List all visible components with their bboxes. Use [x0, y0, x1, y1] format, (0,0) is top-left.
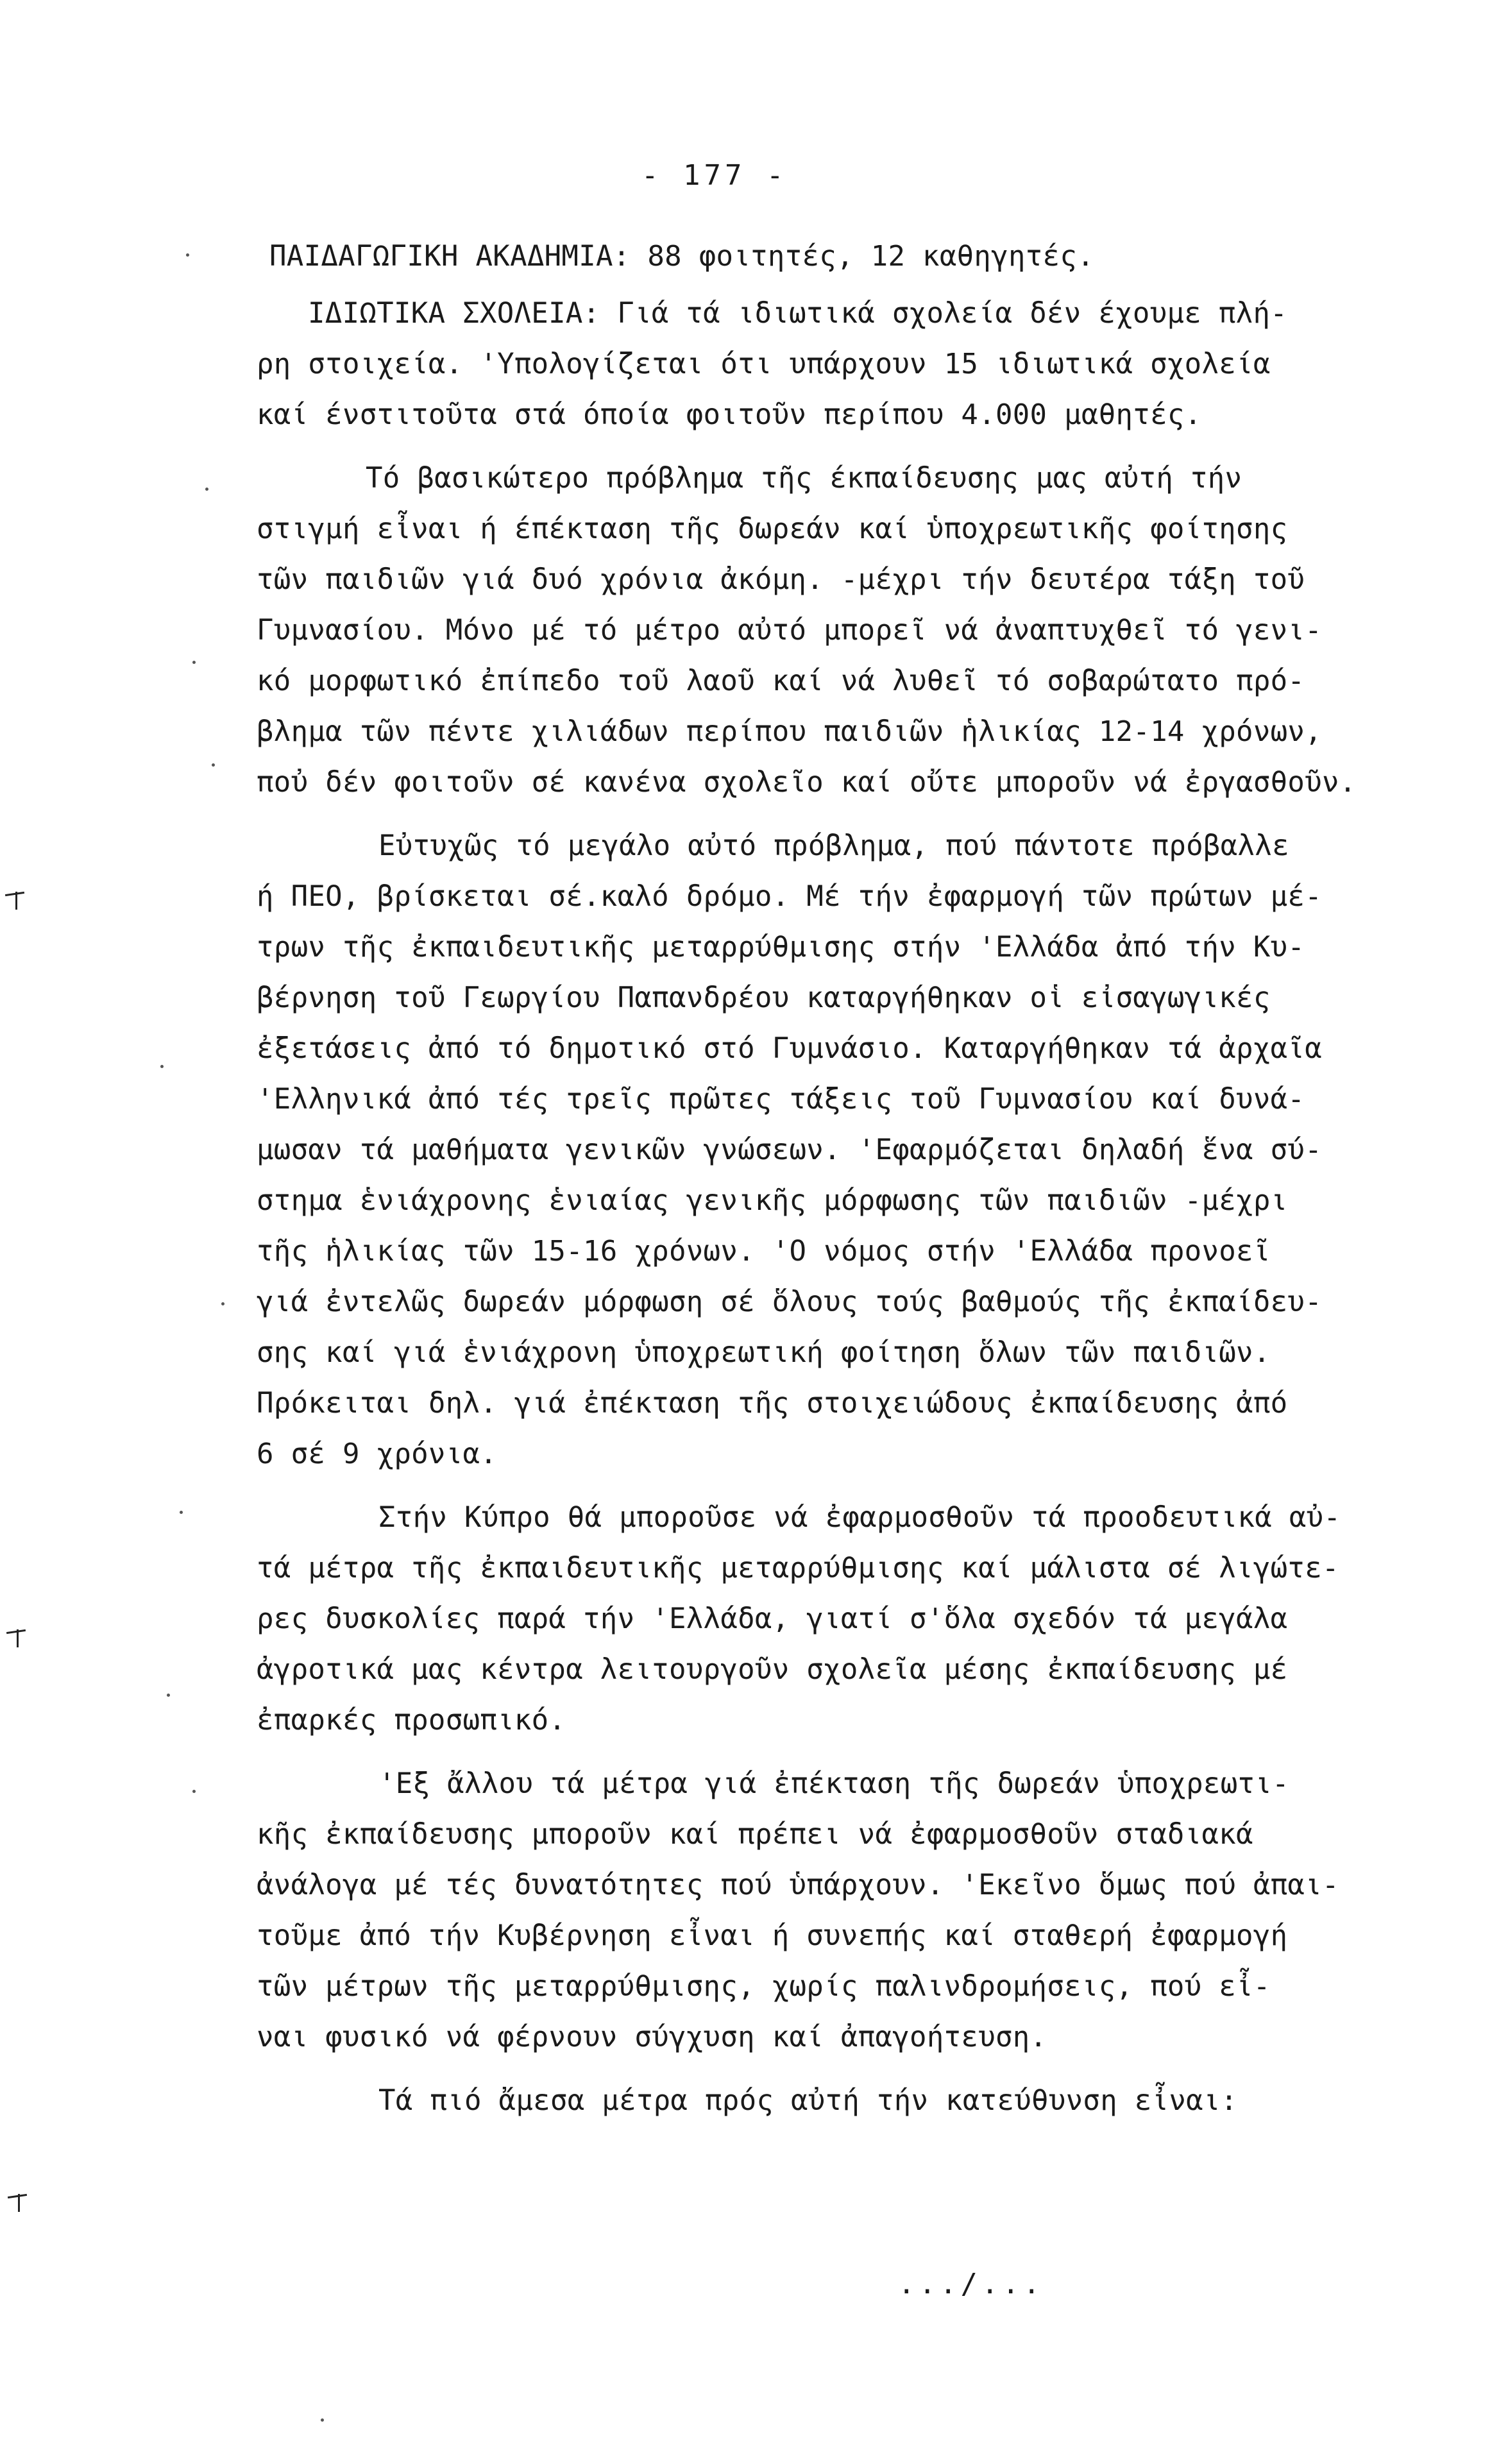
text-line: Γυμνασίου. Μόνο μέ τό μέτρο αὐτό μπορεῖ νά ἀναπτυχθεῖ τό γενι-: [257, 614, 1322, 647]
paragraph: [257, 2075, 1398, 2126]
margin-mark: [5, 885, 27, 905]
body-text: [257, 231, 1398, 2126]
text-line: 'Ελληνικά ἀπό τές τρεῖς πρῶτες τάξεις τοῦ Γυμνασίου καί δυνά-: [257, 1083, 1305, 1116]
text-line: Στήν Κύπρο θά μποροῦσε νά ἐφαρμοσθοῦν τά προοδευτικά αὐ-: [378, 1501, 1341, 1534]
text-line: 6 σέ 9 χρόνια.: [257, 1438, 498, 1470]
text-line: ρες δυσκολίες παρά τήν 'Ελλάδα, γιατί σ'ὅλα σχεδόν τά μεγάλα: [257, 1602, 1288, 1635]
text-line: ἐξετάσεις ἀπό τό δημοτικό στό Γυμνάσιο. Καταργήθηκαν τά ἀρχαῖα: [257, 1032, 1322, 1065]
scan-speck: [167, 1694, 170, 1697]
text-line: τά μέτρα τῆς ἐκπαιδευτικῆς μεταρρύθμισης καί μάλιστα σέ λιγώτε-: [257, 1552, 1339, 1585]
scan-speck: [212, 763, 215, 767]
text-line: ΙΔΙΩΤΙΚΑ ΣΧΟΛΕΙΑ: Γιά τά ιδιωτικά σχολεία δέν έχουμε πλή-: [308, 297, 1288, 330]
text-line: τοῦμε ἀπό τήν Κυβέρνηση εἶναι ή συνεπής καί σταθερή ἐφαρμογή: [257, 1919, 1288, 1952]
text-line: Τά πιό ἄμεσα μέτρα πρός αὐτή τήν κατεύθυνση εἶναι:: [378, 2084, 1238, 2117]
paragraph: [257, 820, 1398, 1479]
margin-mark: [8, 2188, 30, 2207]
scan-speck: [321, 2418, 324, 2422]
paragraph: [257, 231, 1398, 282]
text-line: ρη στοιχεία. 'Υπολογίζεται ότι υπάρχουν 15 ιδιωτικά σχολεία: [257, 348, 1271, 380]
margin-mark: [6, 1623, 28, 1642]
paragraph: [257, 1758, 1398, 2062]
scan-speck: [186, 253, 189, 257]
text-line: βέρνηση τοῦ Γεωργίου Παπανδρέου καταργήθηκαν οἱ εἰσαγωγικές: [257, 981, 1271, 1014]
paragraph: [257, 288, 1398, 440]
text-line: σης καί γιά ἑνιάχρονη ὑποχρεωτική φοίτηση ὅλων τῶν παιδιῶν.: [257, 1336, 1271, 1369]
text-line: μωσαν τά μαθήματα γενικῶν γνώσεων. 'Εφαρμόζεται δηλαδή ἕνα σύ-: [257, 1134, 1322, 1166]
scan-speck: [192, 661, 196, 664]
paragraph: [257, 453, 1398, 808]
paragraph: [257, 1492, 1398, 1746]
text-line: ἐπαρκές προσωπικό.: [257, 1704, 566, 1737]
scan-speck: [180, 1511, 183, 1514]
text-line: ΠΑΙΔΑΓΩΓΙΚΗ ΑΚΑΔΗΜΙΑ: 88 φοιτητές, 12 καθηγητές.: [269, 240, 1094, 273]
text-line: τῶν παιδιῶν γιά δυό χρόνια ἀκόμη. -μέχρι τήν δευτέρα τάξη τοῦ: [257, 563, 1305, 596]
scan-speck: [160, 1065, 164, 1068]
scan-speck: [221, 1302, 225, 1305]
text-line: γιά ἐντελῶς δωρεάν μόρφωση σέ ὅλους τούς βαθμούς τῆς ἐκπαίδευ-: [257, 1286, 1322, 1318]
text-line: στιγμή εἶναι ή έπέκταση τῆς δωρεάν καί ὑποχρεωτικῆς φοίτησης: [257, 513, 1288, 545]
text-line: κό μορφωτικό ἐπίπεδο τοῦ λαοῦ καί νά λυθεῖ τό σοβαρώτατο πρό-: [257, 665, 1305, 697]
text-line: στημα ἑνιάχρονης ἑνιαίας γενικῆς μόρφωσης τῶν παιδιῶν -μέχρι: [257, 1184, 1288, 1217]
text-line: καί ένστιτοῦτα στά όποία φοιτοῦν περίπου 4.000 μαθητές.: [257, 398, 1202, 431]
text-line: τῶν μέτρων τῆς μεταρρύθμισης, χωρίς παλινδρομήσεις, πού εἶ-: [257, 1970, 1271, 2003]
text-line: Εὐτυχῶς τό μεγάλο αὐτό πρόβλημα, πού πάντοτε πρόβαλλε: [378, 829, 1289, 862]
text-line: ποὐ δέν φοιτοῦν σέ κανένα σχολεῖο καί οὔτε μποροῦν νά ἐργασθοῦν.: [257, 766, 1357, 799]
text-line: κῆς ἐκπαίδευσης μποροῦν καί πρέπει νά ἐφαρμοσθοῦν σταδιακά: [257, 1818, 1253, 1851]
text-line: 'Εξ ἄλλου τά μέτρα γιά ἐπέκταση τῆς δωρεάν ὑποχρεωτι-: [378, 1767, 1289, 1800]
text-line: ἀγροτικά μας κέντρα λειτουργοῦν σχολεῖα μέσης ἐκπαίδευσης μέ: [257, 1653, 1288, 1686]
text-line: ή ΠΕΟ, βρίσκεται σέ.καλό δρόμο. Μέ τήν ἐφαρμογή τῶν πρώτων μέ-: [257, 880, 1322, 913]
page-number: - 177 -: [641, 159, 788, 192]
text-line: τῆς ἡλικίας τῶν 15-16 χρόνων. 'Ο νόμος στήν 'Ελλάδα προνοεῖ: [257, 1235, 1271, 1268]
text-line: Πρόκειται δηλ. γιά ἐπέκταση τῆς στοιχειώδους ἐκπαίδευσης ἀπό: [257, 1387, 1288, 1420]
text-line: ἀνάλογα μέ τές δυνατότητες πού ὑπάρχουν. 'Εκεῖνο ὅμως πού ἀπαι-: [257, 1869, 1339, 1901]
scan-speck: [205, 488, 208, 491]
text-line: τρων τῆς ἐκπαιδευτικῆς μεταρρύθμισης στήν 'Ελλάδα ἀπό τήν Κυ-: [257, 931, 1305, 964]
scan-speck: [192, 1790, 196, 1793]
text-line: Τό βασικώτερο πρόβλημα τῆς έκπαίδευσης μας αὐτή τήν: [366, 462, 1242, 495]
continuation-mark: .../...: [898, 2268, 1044, 2300]
text-line: ναι φυσικό νά φέρνουν σύγχυση καί ἀπαγοήτευση.: [257, 2021, 1047, 2053]
text-line: βλημα τῶν πέντε χιλιάδων περίπου παιδιῶν ἡλικίας 12-14 χρόνων,: [257, 715, 1322, 748]
